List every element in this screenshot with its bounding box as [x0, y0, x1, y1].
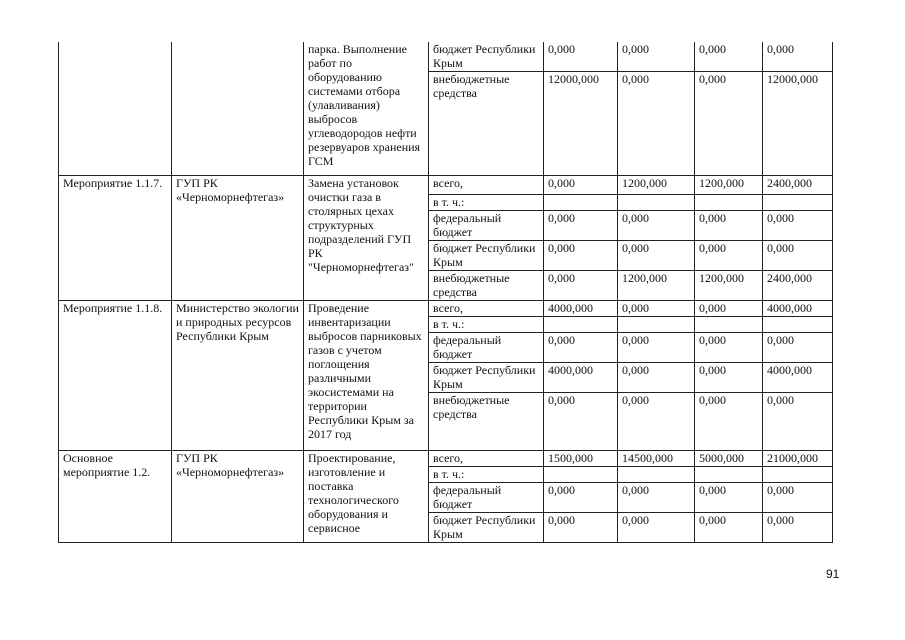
- funding-source: всего,: [429, 301, 544, 317]
- executor-cell: ГУП РК «Черноморнефтегаз»: [172, 451, 304, 543]
- amount-v4: 0,000: [763, 211, 833, 241]
- amount-v4: 0,000: [763, 393, 833, 451]
- amount-v1: 0,000: [544, 241, 618, 271]
- amount-v1: [544, 467, 618, 483]
- funding-source: федеральный бюджет: [429, 483, 544, 513]
- amount-v1: [544, 317, 618, 333]
- amount-v1: 0,000: [544, 42, 618, 72]
- amount-v1: 0,000: [544, 483, 618, 513]
- funding-source: в т. ч.:: [429, 317, 544, 333]
- amount-v2: 0,000: [618, 483, 695, 513]
- funding-source: внебюджетные средства: [429, 271, 544, 301]
- funding-source: всего,: [429, 176, 544, 195]
- amount-v4: [763, 195, 833, 211]
- amount-v2: [618, 467, 695, 483]
- amount-v3: 0,000: [695, 211, 763, 241]
- event-description: Проектирование, изготовление и поставка технологического оборудования и сервисное: [304, 451, 429, 543]
- amount-v3: 0,000: [695, 483, 763, 513]
- budget-table-body: [59, 42, 833, 543]
- amount-v2: [618, 317, 695, 333]
- amount-v3: 1200,000: [695, 271, 763, 301]
- funding-source: в т. ч.:: [429, 195, 544, 211]
- amount-v1: 0,000: [544, 211, 618, 241]
- amount-v2: 0,000: [618, 211, 695, 241]
- amount-v2: 0,000: [618, 72, 695, 176]
- amount-v2: 0,000: [618, 513, 695, 543]
- amount-v3: 5000,000: [695, 451, 763, 467]
- table-row: [59, 176, 833, 195]
- amount-v2: 1200,000: [618, 176, 695, 195]
- funding-source: бюджет Республики Крым: [429, 363, 544, 393]
- event-description: Замена установок очистки газа в столярных цехах структурных подразделений ГУП РК "Черноморнефтегаз": [304, 176, 429, 301]
- amount-v1: 0,000: [544, 393, 618, 451]
- executor-cell: Министерство экологии и природных ресурсов Республики Крым: [172, 301, 304, 451]
- amount-v2: 0,000: [618, 393, 695, 451]
- funding-source: бюджет Республики Крым: [429, 42, 544, 72]
- amount-v4: 4000,000: [763, 301, 833, 317]
- amount-v1: [544, 195, 618, 211]
- amount-v4: 4000,000: [763, 363, 833, 393]
- executor-cell: ГУП РК «Черноморнефтегаз»: [172, 176, 304, 301]
- table-row: [59, 451, 833, 467]
- amount-v3: 0,000: [695, 241, 763, 271]
- amount-v4: 21000,000: [763, 451, 833, 467]
- amount-v3: 0,000: [695, 301, 763, 317]
- funding-source: внебюджетные средства: [429, 393, 544, 451]
- amount-v4: 12000,000: [763, 72, 833, 176]
- amount-v4: 0,000: [763, 333, 833, 363]
- amount-v4: 2400,000: [763, 176, 833, 195]
- amount-v3: [695, 195, 763, 211]
- amount-v2: 1200,000: [618, 271, 695, 301]
- amount-v3: 0,000: [695, 333, 763, 363]
- funding-source: внебюджетные средства: [429, 72, 544, 176]
- funding-source: в т. ч.:: [429, 467, 544, 483]
- amount-v3: 0,000: [695, 393, 763, 451]
- event-description: парка. Выполнение работ по оборудованию системами отбора (улавливания) выбросов углеводородов нефти резервуаров хранения ГСМ: [304, 42, 429, 176]
- funding-source: федеральный бюджет: [429, 211, 544, 241]
- amount-v2: 0,000: [618, 363, 695, 393]
- funding-source: всего,: [429, 451, 544, 467]
- amount-v1: 1500,000: [544, 451, 618, 467]
- amount-v4: 0,000: [763, 513, 833, 543]
- amount-v1: 0,000: [544, 271, 618, 301]
- amount-v1: 0,000: [544, 176, 618, 195]
- event-description: Проведение инвентаризации выбросов парниковых газов с учетом поглощения различными экосистемами на территории Республики Крым за 2017 год: [304, 301, 429, 451]
- funding-source: бюджет Республики Крым: [429, 513, 544, 543]
- amount-v1: 4000,000: [544, 301, 618, 317]
- event-label: Мероприятие 1.1.8.: [59, 301, 172, 451]
- amount-v3: 1200,000: [695, 176, 763, 195]
- amount-v3: 0,000: [695, 513, 763, 543]
- amount-v2: 14500,000: [618, 451, 695, 467]
- amount-v4: [763, 467, 833, 483]
- funding-source: бюджет Республики Крым: [429, 241, 544, 271]
- amount-v1: 4000,000: [544, 363, 618, 393]
- amount-v2: 0,000: [618, 241, 695, 271]
- event-label: [59, 42, 172, 176]
- amount-v4: 0,000: [763, 483, 833, 513]
- amount-v4: [763, 317, 833, 333]
- table-row: [59, 301, 833, 317]
- amount-v4: 0,000: [763, 241, 833, 271]
- amount-v3: 0,000: [695, 42, 763, 72]
- amount-v2: 0,000: [618, 42, 695, 72]
- amount-v4: 2400,000: [763, 271, 833, 301]
- event-label: Мероприятие 1.1.7.: [59, 176, 172, 301]
- amount-v3: 0,000: [695, 363, 763, 393]
- page-number: 91: [826, 567, 840, 581]
- amount-v1: 0,000: [544, 333, 618, 363]
- amount-v4: 0,000: [763, 42, 833, 72]
- executor-cell: [172, 42, 304, 176]
- amount-v3: 0,000: [695, 72, 763, 176]
- funding-source: федеральный бюджет: [429, 333, 544, 363]
- table-row: [59, 42, 833, 72]
- amount-v1: 12000,000: [544, 72, 618, 176]
- budget-table: [58, 42, 833, 543]
- amount-v2: [618, 195, 695, 211]
- amount-v1: 0,000: [544, 513, 618, 543]
- amount-v2: 0,000: [618, 333, 695, 363]
- amount-v2: 0,000: [618, 301, 695, 317]
- amount-v3: [695, 467, 763, 483]
- event-label: Основное мероприятие 1.2.: [59, 451, 172, 543]
- amount-v3: [695, 317, 763, 333]
